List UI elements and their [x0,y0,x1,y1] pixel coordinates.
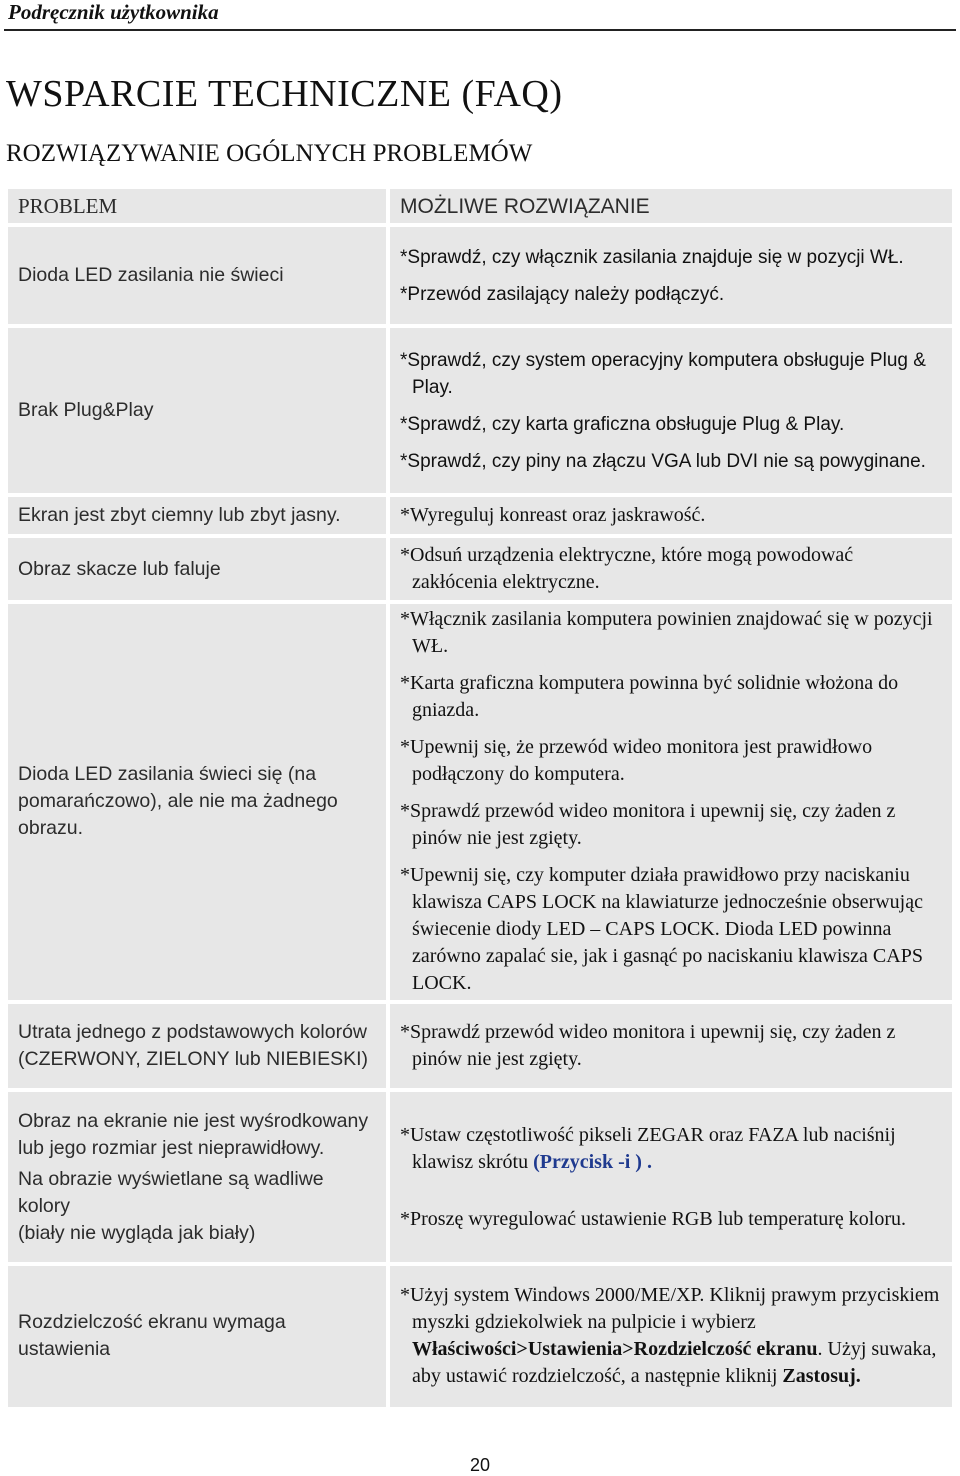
problem-text: Obraz na ekranie nie jest wyśrodkowany lub jego rozmiar jest nieprawidłowy. [18,1109,369,1159]
table-row [8,1266,952,1407]
solution-text: . Użyj suwaka, aby ustawić rozdzielczość, a następnie kliknij [412,1338,937,1388]
solution-cell [390,227,952,324]
solution-item: *Wyreguluj konreast oraz jaskrawość. [400,504,706,527]
problem-cell [8,497,386,533]
solution-text: *Użyj system Windows 2000/ME/XP. Kliknij prawym przyciskiem myszki gdziekolwiek na pulpicie i wybierz [400,1284,940,1334]
solution-cell [390,538,952,601]
table-row [8,227,952,324]
solution-text: . [855,1365,861,1388]
solution-item [400,1122,942,1176]
solution-item: *Sprawdź przewód wideo monitora i upewnij się, czy żaden z pinów nie jest zgięty. [400,800,896,850]
problem-cell [8,1004,386,1089]
problem-cell [8,538,386,601]
solution-item: *Odsuń urządzenia elektryczne, które mogą powodować zakłócenia elektryczne. [400,544,854,594]
apply-label: Zastosuj [782,1365,856,1388]
page-number: 20 [469,1455,491,1475]
problem-cell [8,1092,386,1261]
running-header: Podręcznik użytkownika [8,0,219,24]
shortcut-key-label: (Przycisk -i ) . [533,1150,652,1173]
solution-cell [390,604,952,999]
section-subtitle: ROZWIĄZYWANIE OGÓLNYCH PROBLEMÓW [6,140,533,167]
table-row [8,1004,952,1089]
solution-item: *Upewnij się, że przewód wideo monitora jest prawidłowo podłączony do komputera. [400,736,873,786]
solution-text: *Ustaw częstotliwość pikseli ZEGAR oraz FAZA lub naciśnij klawisz skrótu [400,1123,896,1173]
problem-cell [8,227,386,324]
page-title: WSPARCIE TECHNICZNE (FAQ) [6,73,563,115]
table-row [8,604,952,999]
table-row [8,497,952,533]
problem-cell [8,1266,386,1407]
solution-item: *Sprawdź, czy piny na złączu VGA lub DVI nie są powyginane. [400,450,926,472]
solution-item: *Sprawdź, czy włącznik zasilania znajduje się w pozycji WŁ. [400,246,904,268]
column-header-solution: MOŻLIWE ROZWIĄZANIE [390,189,952,223]
problem-text: Rozdzielczość ekranu wymaga ustawienia [18,1311,286,1361]
problem-text: Utrata jednego z podstawowych kolorów (CZERWONY, ZIELONY lub NIEBIESKI) [18,1020,369,1070]
problem-text: Ekran jest zbyt ciemny lub zbyt jasny. [18,504,341,527]
problem-text: (biały nie wygląda jak biały) [18,1221,256,1244]
solution-item: *Karta graficzna komputera powinna być solidnie włożona do gniazda. [400,672,899,722]
table-row [8,328,952,493]
menu-path: Właściwości>Ustawienia>Rozdzielczość ekranu [412,1338,818,1361]
header-rule [4,29,956,31]
column-header-problem: PROBLEM [8,189,386,223]
solution-cell [390,1004,952,1089]
solution-item: *Sprawdź, czy karta graficzna obsługuje Plug & Play. [400,413,845,435]
solution-cell [390,497,952,533]
problem-cell [8,328,386,493]
solution-item: *Przewód zasilający należy podłączyć. [400,283,725,305]
problem-text: Obraz skacze lub faluje [18,557,221,580]
solution-item: *Upewnij się, czy komputer działa prawidłowo przy naciskaniu klawisza CAPS LOCK na klawiaturze jednocześnie obserwując świecenie diody LED – CAPS LOCK. Dioda LED powinna zarówno zapalać sie, jak i gasnąć po naciskaniu klawisza CAPS LOCK. [400,864,923,995]
solution-cell [390,1092,952,1261]
faq-table [4,185,956,1411]
problem-text: Na obrazie wyświetlane są wadliwe kolory [18,1167,324,1217]
solution-item [400,1282,942,1390]
problem-text: Brak Plug&Play [18,399,154,422]
problem-text: Dioda LED zasilania świeci się (na pomarańczowo), ale nie ma żadnego obrazu. [18,763,338,840]
solution-item: *Sprawdź, czy system operacyjny komputera obsługuje Plug & Play. [400,349,926,398]
solution-item: *Włącznik zasilania komputera powinien znajdować się w pozycji WŁ. [400,608,933,658]
solution-cell [390,1266,952,1407]
solution-item: *Proszę wyregulować ustawienie RGB lub temperaturę koloru. [400,1207,906,1230]
table-header-row [8,189,952,223]
solution-cell [390,328,952,493]
table-row [8,538,952,601]
solution-item: *Sprawdź przewód wideo monitora i upewnij się, czy żaden z pinów nie jest zgięty. [400,1020,896,1070]
problem-text: Dioda LED zasilania nie świeci [18,264,284,287]
table-row [8,1092,952,1261]
problem-cell [8,604,386,999]
